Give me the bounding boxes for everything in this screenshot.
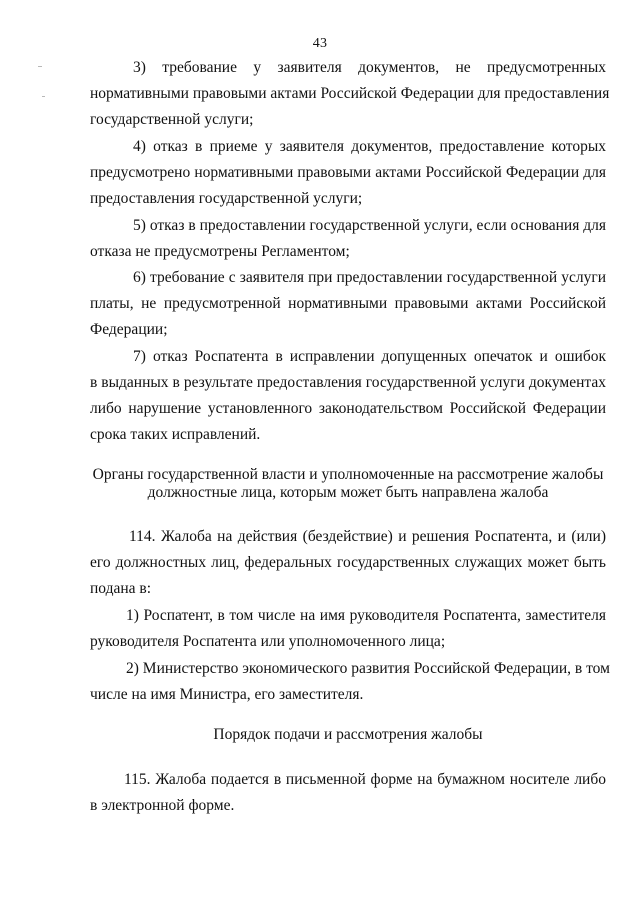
sub-item-2-line-2: числе на имя Министра, его заместителя. bbox=[90, 686, 364, 703]
item-7-line-2: в выданных в результате предоставления государственной услуги документах bbox=[90, 374, 606, 391]
item-5-line-1: 5) отказ в предоставлении государственной услуги, если основания для bbox=[133, 217, 606, 234]
section-heading-line-1: Органы государственной власти и уполномоченные на рассмотрение жалобы bbox=[92, 466, 604, 483]
item-7-line-3: либо нарушение установленного законодательством Российской Федерации bbox=[90, 400, 606, 417]
page-number: 43 bbox=[312, 36, 328, 51]
scan-mark bbox=[38, 66, 42, 67]
item-7-line-1: 7) отказ Роспатента в исправлении допущенных опечаток и ошибок bbox=[133, 348, 606, 365]
section-heading-line-2: должностные лица, которым может быть направлена жалоба bbox=[147, 484, 549, 501]
item-4-line-2: предусмотрено нормативными правовыми актами Российской Федерации для bbox=[90, 164, 606, 181]
item-7-line-4: срока таких исправлений. bbox=[90, 426, 261, 443]
item-3-line-2: нормативными правовыми актами Российской Федерации для предоставления bbox=[90, 85, 610, 102]
item-5-line-2: отказа не предусмотрены Регламентом; bbox=[90, 243, 350, 260]
para-115-line-2: в электронной форме. bbox=[90, 797, 235, 814]
item-6-line-2: платы, не предусмотренной нормативными правовыми актами Российской bbox=[90, 295, 606, 312]
para-114-line-3: подана в: bbox=[90, 580, 152, 597]
item-6-line-1: 6) требование с заявителя при предоставлении государственной услуги bbox=[133, 269, 606, 286]
para-114-line-1: 114. Жалоба на действия (бездействие) и решения Роспатента, и (или) bbox=[129, 528, 606, 545]
para-115-line-1: 115. Жалоба подается в письменной форме на бумажном носителе либо bbox=[124, 771, 606, 788]
item-3-line-1: 3) требование у заявителя документов, не предусмотренных bbox=[133, 59, 606, 76]
scan-mark bbox=[42, 96, 45, 97]
para-114-line-2: его должностных лиц, федеральных государственных служащих может быть bbox=[90, 554, 606, 571]
section-heading-2: Порядок подачи и рассмотрения жалобы bbox=[213, 726, 483, 743]
sub-item-2-line-1: 2) Министерство экономического развития Российской Федерации, в том bbox=[126, 660, 610, 677]
sub-item-1-line-1: 1) Роспатент, в том числе на имя руководителя Роспатента, заместителя bbox=[126, 607, 606, 624]
item-4-line-1: 4) отказ в приеме у заявителя документов, предоставление которых bbox=[133, 138, 606, 155]
item-3-line-3: государственной услуги; bbox=[90, 111, 254, 128]
sub-item-1-line-2: руководителя Роспатента или уполномоченного лица; bbox=[90, 633, 446, 650]
item-6-line-3: Федерации; bbox=[90, 321, 168, 338]
item-4-line-3: предоставления государственной услуги; bbox=[90, 190, 363, 207]
